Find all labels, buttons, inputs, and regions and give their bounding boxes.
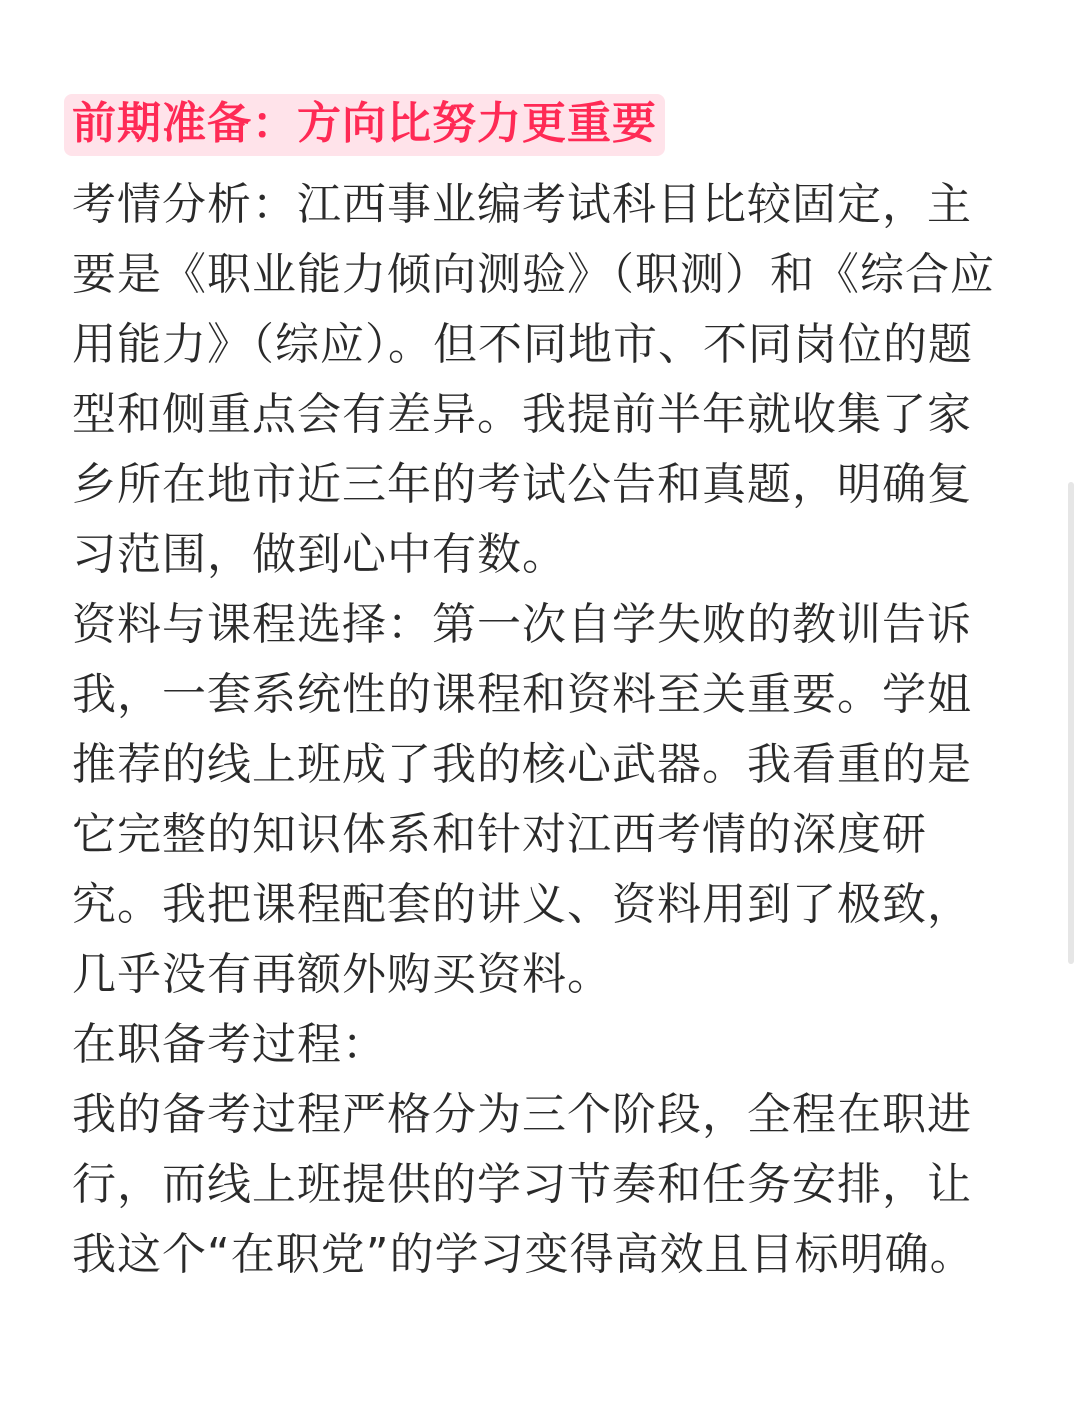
vertical-scrollbar[interactable]	[1068, 482, 1074, 964]
section-heading: 前期准备：方向比努力更重要	[72, 98, 657, 149]
paragraph-prep-process: 我的备考过程严格分为三个阶段，全程在职进行，而线上班提供的学习节奏和任务安排，让我这个“在职党”的学习变得高效且目标明确。	[72, 1089, 975, 1280]
article-content	[72, 94, 1007, 1290]
section-heading-highlight	[64, 94, 665, 156]
paragraph-materials-courses: 资料与课程选择：第一次自学失败的教训告诉我，一套系统性的课程和资料至关重要。学姐推荐的线上班成了我的核心武器。我看重的是它完整的知识体系和针对江西考情的深度研究。我把课程配套的讲义、资料用到了极致，几乎没有再额外购买资料。	[72, 599, 972, 1000]
paragraph-exam-analysis: 考情分析：江西事业编考试科目比较固定，主要是《职业能力倾向测验》（职测）和《综合应用能力》（综应）。但不同地市、不同岗位的题型和侧重点会有差异。我提前半年就收集了家乡所在地市近三年的考试公告和真题，明确复习范围，做到心中有数。	[72, 179, 995, 580]
paragraph-prep-process-title: 在职备考过程：	[72, 1019, 387, 1070]
